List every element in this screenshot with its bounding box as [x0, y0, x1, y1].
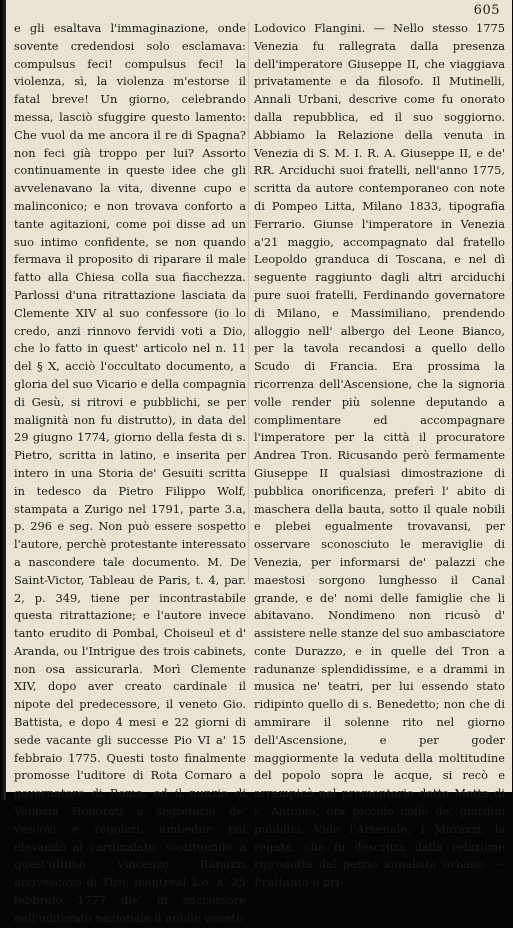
left-column-text: e gli esaltava l'immaginazione, onde sovente credendosi solo esclamava: compulsus feci! compulsus feci! la violenza, sì, la violenza m'estorse il fatal breve! Un giorno, celebrando messa, lasciò sfuggire questo lamento: Che vuol da me ancora il re di Spagna? non feci già troppo per lui? Assorto continuamente in queste idee che gli avvelenavano la vita, divenne cupo e malinconico; e non trovava conforto a tante agitazioni, come poi disse ad un suo intimo confidente, se non quando fermava il proposito di riparare il male fatto alla Chiesa colla sua fiacchezza. Parlossi d'una ritrattazione lasciata da Clemente XIV al suo confessore (io lo credo, anzi rinnovo fervidi voti a Dio, che lo fatto in quest' articolo nel n. 11 del § X, acciò l'occultato documento, a gloria del suo Vicario e della compagnia di Gesù, si ritrovi e pubblichi, se per malignità non fu distrutto), in data del 29 giugno 1774, giorno della festa di s. Pietro, scritta in latino, e inserita per intero in una Storia de' Gesuiti scritta in tedesco da Pietro Filippo Wolf, stampata a Zurigo nel 1791, parte 3.a, p. 296 e seg. Non può essere sospetto l'autore, perchè protestante interessato a nascondere tale documento. M. De Saint-Victor, Tableau de Paris, t. 4, par. 2, p. 349, tiene per incontrastabile questa ritrattazione; e l'autore invece tanto erudito di Pombal, Choiseul et d' Aranda, ou l'Intrigue des trois cabinets, non osa assicurarla. Morì Clemente XIV, dopo aver creato cardinale il nipote del predecessore, il veneto Gio. Battista, e dopo 4 mesi e 22 giorni di sede vacante gli successe Pio VI a' 15 febbraio 1775. Questi tosto finalmente promosse l'uditore di Rota Cornaro a governatore di Roma, ed il nunzio di Venezia Honorati a segretario de' vescovi e regolari, ambedue poi elevando al cardinalato, sostituendo a quest'ultimo Vincenzo Ranuzzi arcivescovo di Tiro; mentreal 1.o, a' 25 febbraio 1777 die' in successore nell'uditorato nazionale il nobile veneto — [14, 21, 246, 925]
left-column — [14, 20, 246, 928]
column-gutter — [248, 22, 249, 582]
book-page — [6, 0, 512, 925]
right-column — [254, 20, 505, 892]
page-number: 605 — [473, 3, 500, 18]
right-column-text: Lodovico Flangini. — Nello stesso 1775 Venezia fu rallegrata dalla presenza dell'imperatore Giuseppe II, che viaggiava privatamente e da filosofo. Il Mutinelli, Annali Urbani, descrive come fu onorato dalla repubblica, ed il suo soggiorno. Abbiamo la Relazione della venuta in Venezia di S. M. I. R. A. Giuseppe II, e de' RR. Arciduchi suoi fratelli, nell'anno 1775, scritta da autore contemporaneo con note di Pompeo Litta, Milano 1833, tipografia Ferrario. Giunse l'imperatore in Venezia a'21 maggio, accompagnato dal fratello Leopoldo granduca di Toscana, e nel dì seguente raggiunto dagli altri arciduchi pure suoi fratelli, Ferdinando governatore di Milano, e Massimiliano, prendendo alloggio nell' albergo del Leone Bianco, per la tavola recandosi a quello dello Scudo di Francia. Era prossima la ricorrenza dell'Ascensione, che la signoria volle render più solenne deputando a complimentare ed accompagnare l'imperatore per la città il procuratore Andrea Tron. Ricusando però fermamente Giuseppe II qualsiasi dimostrazione di pubblica onorificenza, preferì l' abito di maschera della bauta, sotto il quale nobili e plebei egualmente trovavansi, per osservare sconosciuto le meraviglie di Venezia, per informarsi de' palazzi che maestosi sorgono lunghesso il Canal grande, e de' nomi delle famiglie che li abitavano. Nondimeno non ricusò d' assistere nelle stanze del suo ambasciatore conte Durazzo, e in quelle del Tron a radunanze splendidissime, e a drammi in musica ne' teatri, per lui essendo stato ridipinto quello di s. Benedetto; non che di ammirare il solenne rito nel giorno dell'Ascensione, e per goder maggiormente la veduta della moltitudine del popolo sopra le acque, si recò e arrampicò nel promontorio detto Motta di s. Antonio, ora piccolo colle de' giardini pubblici. Vide l'Arsenale, i Murazzi, la regata, che fu descritta dalla relazione riprodotta dal patrio annalista urbano. — Frattanto e pri- — [254, 21, 505, 890]
